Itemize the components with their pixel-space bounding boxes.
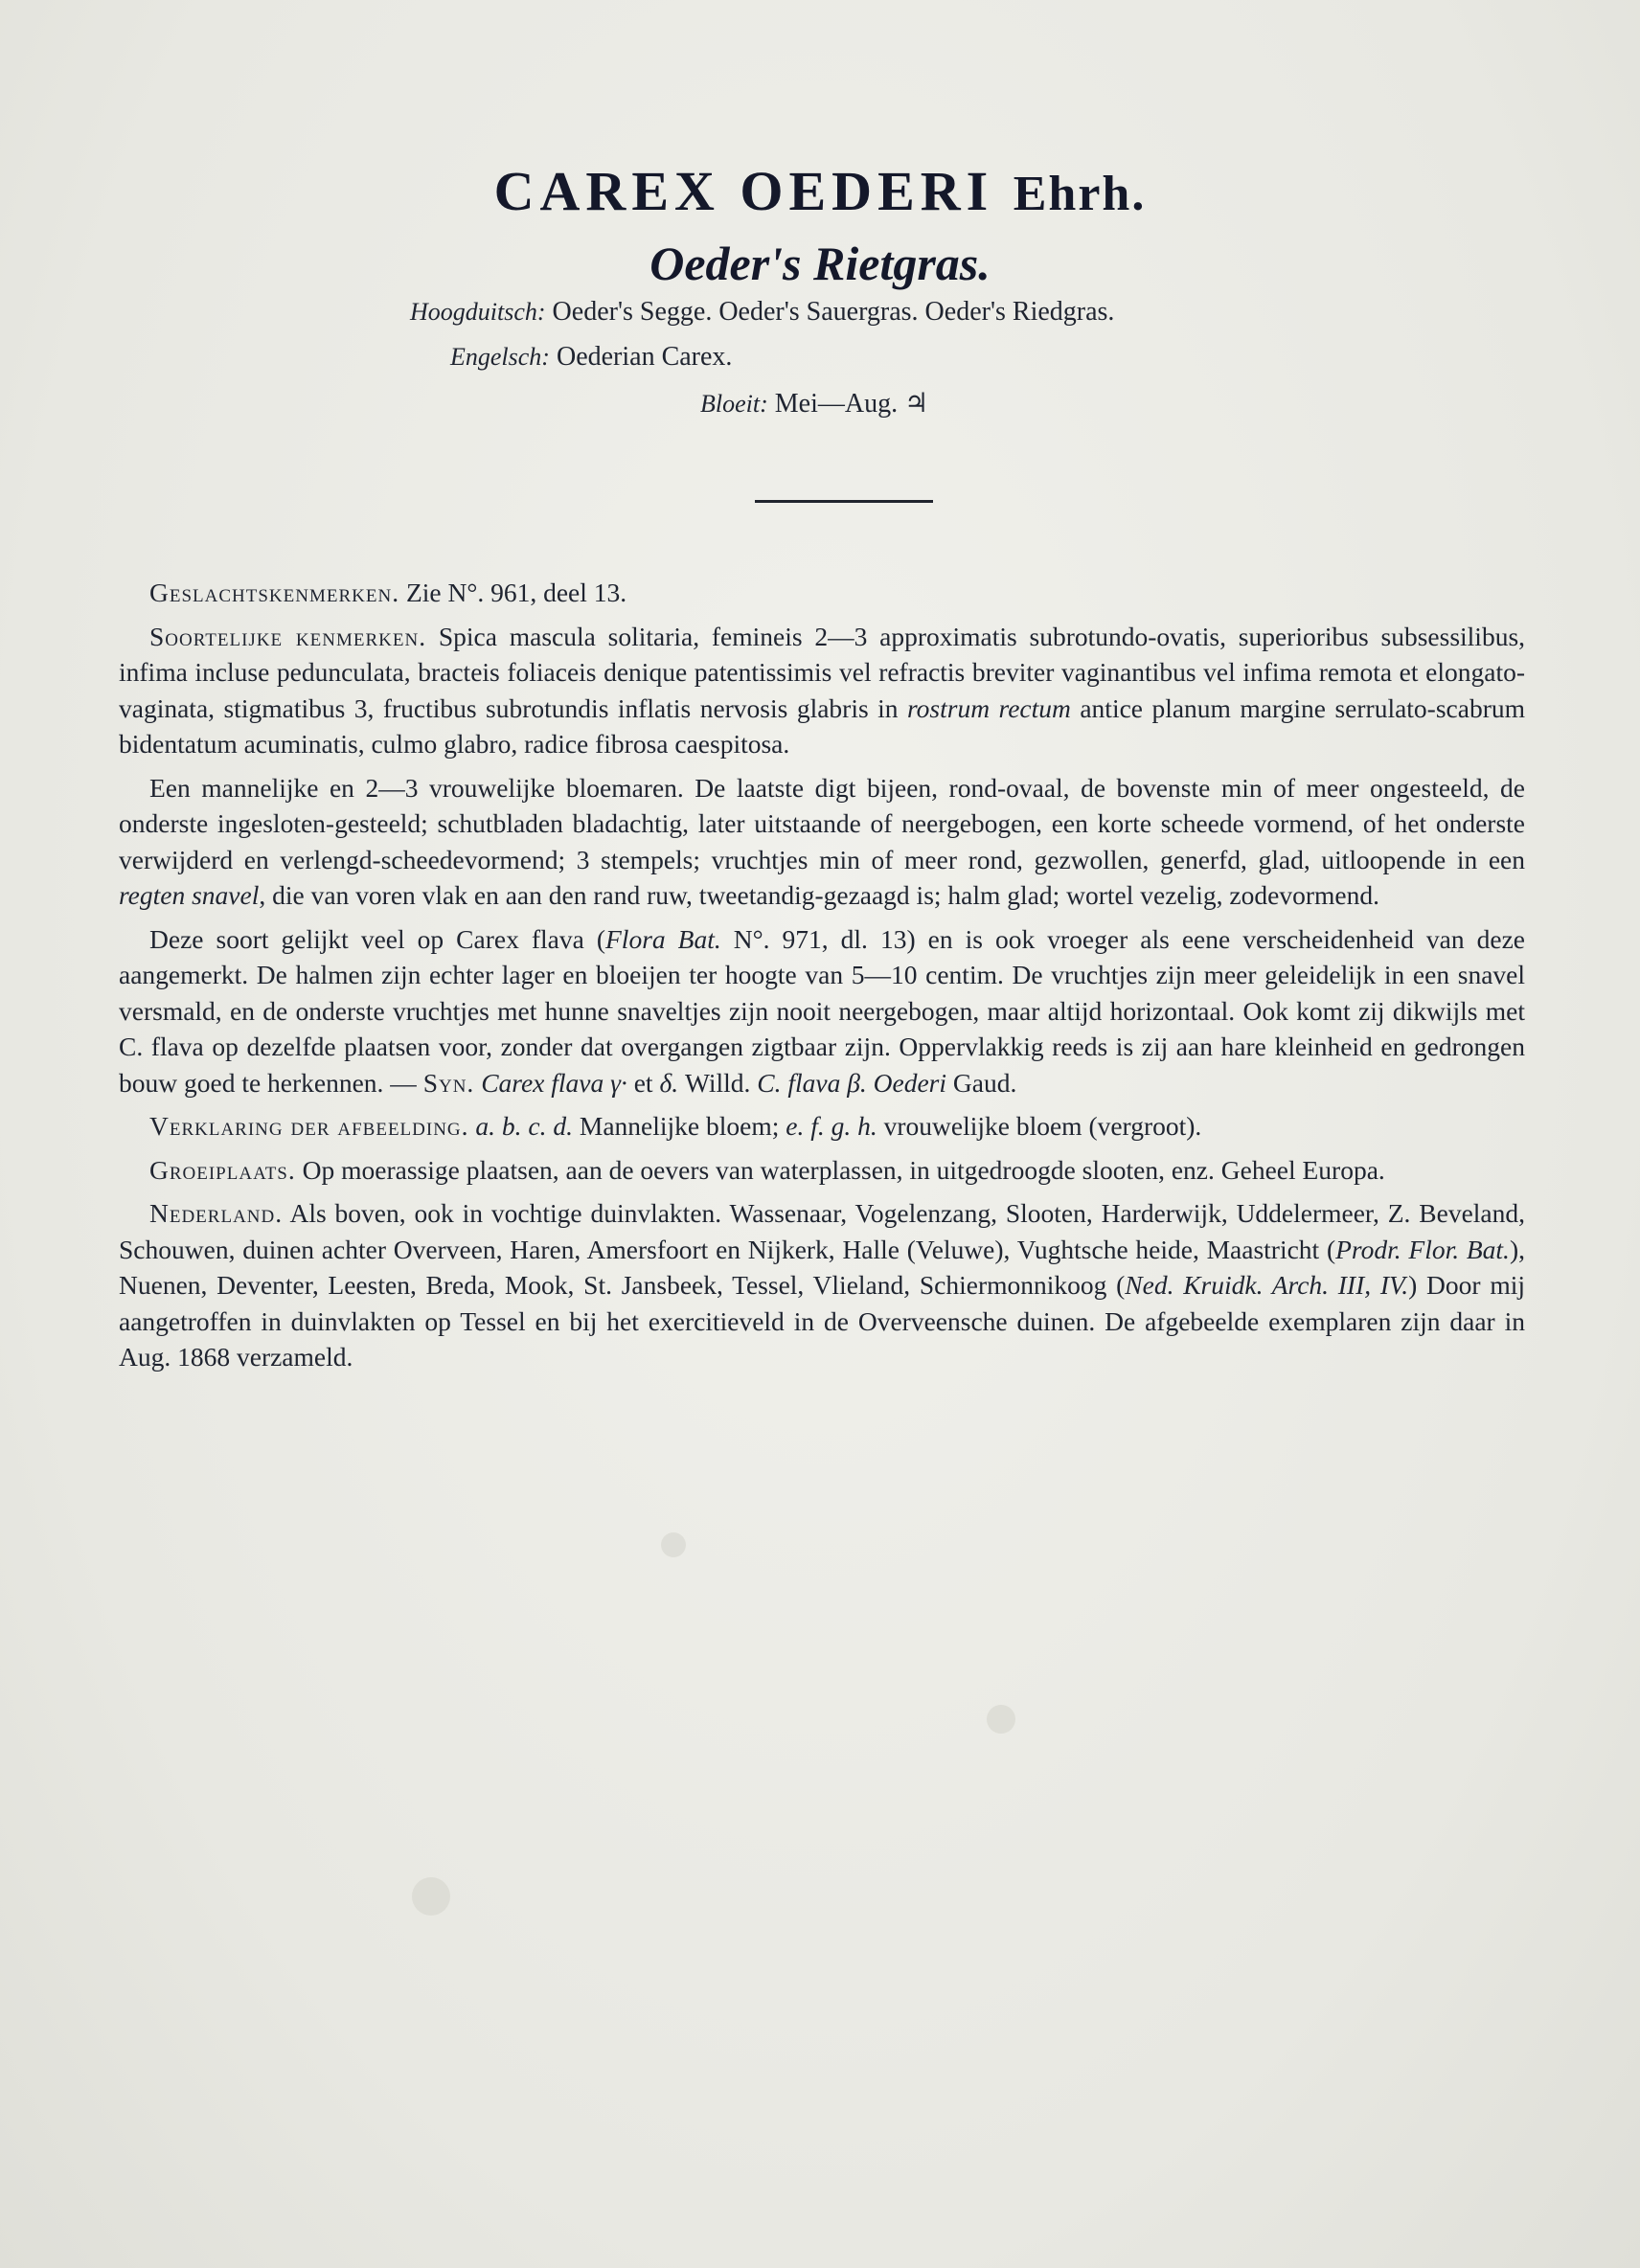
- netherlands-text: ), Nuenen, Deventer, Leesten, Breda, Mook, St. Jansbeek, Tessel, Vlieland, Schiermonnikoog (: [119, 1234, 1525, 1300]
- netherlands-text: Als boven, ook in vochtige duinvlakten. Wassenaar, Vogelenzang, Slooten, Harderwijk, Uddelermeer, Z. Beveland, Schouwen, duinen achter Overveen, Haren, Amersfoort en Nijkerk, Halle (Veluwe), Vughtsche heide, Maastricht (: [119, 1198, 1526, 1264]
- figure-letters: e. f. g. h.: [786, 1111, 877, 1141]
- habitat-paragraph: [119, 1152, 1525, 1189]
- flowering-period: [700, 387, 928, 420]
- synonym-italic: δ.: [659, 1067, 679, 1098]
- german-names: [410, 297, 1114, 328]
- netherlands-italic: Ned. Kruidk. Arch. III, IV.: [1125, 1270, 1409, 1300]
- dutch-description-italic: regten snavel: [119, 880, 260, 910]
- german-label: Hoogduitsch:: [410, 298, 546, 326]
- dutch-name: Oeder's Rietgras.: [649, 237, 991, 290]
- species-author: Ehrh.: [1013, 167, 1147, 221]
- paper-stain: [661, 1532, 686, 1557]
- habitat-heading: Groeiplaats.: [149, 1154, 296, 1185]
- synonym-text: Gaud.: [952, 1067, 1017, 1098]
- comparison-text: Deze soort gelijkt veel op Carex flava (: [149, 923, 605, 954]
- dutch-description-text: Een mannelijke en 2—3 vrouwelijke bloemaren. De laatste digt bijeen, rond-ovaal, de bovenste min of meer ongesteeld, de onderste ingesloten-gesteeld; schutbladen bladachtig, later uitstaande of neergebogen, een korte scheede vormend, of het onderste verwijderd en verlengd-scheedevormend; 3 stempels; vruchtjes min of meer rond, gezwollen, generfd, glad, uitloopende in een: [119, 772, 1525, 874]
- paper-stain: [412, 1877, 450, 1916]
- description-body: [119, 575, 1525, 1383]
- synonym-heading: Syn.: [422, 1067, 475, 1098]
- figure-explanation-paragraph: [119, 1108, 1525, 1145]
- dutch-description-paragraph: [119, 770, 1525, 914]
- synonym-italic: C. flava β. Oederi: [757, 1067, 947, 1098]
- synonym-italic: Carex flava γ·: [481, 1067, 627, 1098]
- netherlands-heading: Nederland.: [149, 1198, 284, 1228]
- comparison-italic: Flora Bat.: [605, 923, 721, 954]
- latin-diagnosis-text: antice planum margine serrulato-scabrum bidentatum acuminatis, culmo glabro, radice fibrosa caespitosa.: [119, 692, 1525, 759]
- habitat-text: Op moerassige plaatsen, aan de oevers van waterplassen, in uitgedroogde slooten, enz. Geheel Europa.: [302, 1154, 1385, 1185]
- comparison-paragraph: [119, 921, 1525, 1101]
- figure-explanation-text: vrouwelijke bloem (vergroot).: [883, 1111, 1202, 1141]
- netherlands-paragraph: [119, 1195, 1525, 1375]
- latin-diagnosis-text: Spica mascula solitaria, femineis 2—3 approximatis subrotundo-ovatis, superioribus subsessilibus, infima incluse pedunculata, bracteis foliaceis denique patentissimis vel refractis breviter vaginantibus vel infima remota et elongato-vaginata, stigmatibus 3, fructibus subrotundis inflatis nervosis glabris in: [119, 621, 1526, 723]
- genus-characters-text: Zie N°. 961, deel 13.: [405, 578, 627, 607]
- species-title: [0, 159, 1640, 223]
- species-characters-paragraph: [119, 619, 1525, 762]
- netherlands-text: ) Door mij aangetroffen in duinvlakten op Tessel en bij het exercitieveld in de Overveensche duinen. De afgebeelde exemplaren zijn daar in Aug. 1868 verzameld.: [119, 1270, 1525, 1372]
- divider-rule: [755, 500, 933, 503]
- dutch-description-text: , die van voren vlak en aan den rand ruw, tweetandig-gezaagd is; halm glad; wortel vezelig, zodevormend.: [259, 880, 1379, 910]
- paper-stain: [987, 1705, 1015, 1734]
- species-name: CAREX OEDERI: [493, 160, 994, 222]
- netherlands-italic: Prodr. Flor. Bat.: [1335, 1234, 1510, 1264]
- comparison-text: N°. 971, dl. 13) en is ook vroeger als eene verscheidenheid van deze aangemerkt. De halmen zijn echter lager en bloeijen ter hoogte van 5—10 centim. De vruchtjes zijn meer geleidelijk in een snavel versmald, en de onderste vruchtjes met hunne snaveltjes zijn nooit neergebogen, maar altijd horizontaal. Ook komt zij dikwijls met C. flava op dezelfde plaatsen voor, zonder dat overgangen zigtbaar zijn. Oppervlakkig reeds is zij aan hare kleinheid en gedrongen bouw goed te herkennen. —: [119, 923, 1526, 1098]
- english-label: Engelsch:: [450, 343, 550, 371]
- english-names: [450, 342, 732, 373]
- genus-characters-heading: Geslachtskenmerken.: [149, 578, 400, 607]
- latin-diagnosis-italic: rostrum rectum: [906, 692, 1071, 723]
- figure-explanation-text: Mannelijke bloem;: [579, 1111, 780, 1141]
- synonym-text: et: [633, 1067, 653, 1098]
- flowering-value: Mei—Aug. ♃: [774, 389, 929, 419]
- german-value: Oeder's Segge. Oeder's Sauergras. Oeder's Riedgras.: [552, 297, 1115, 327]
- figure-explanation-heading: Verklaring der afbeelding.: [149, 1111, 469, 1141]
- synonym-text: Willd.: [684, 1067, 751, 1098]
- genus-characters-paragraph: [119, 575, 1525, 611]
- english-value: Oederian Carex.: [556, 342, 733, 372]
- flowering-label: Bloeit:: [700, 390, 768, 418]
- figure-letters: a. b. c. d.: [475, 1111, 573, 1141]
- species-characters-heading: Soortelijke kenmerken.: [149, 621, 427, 651]
